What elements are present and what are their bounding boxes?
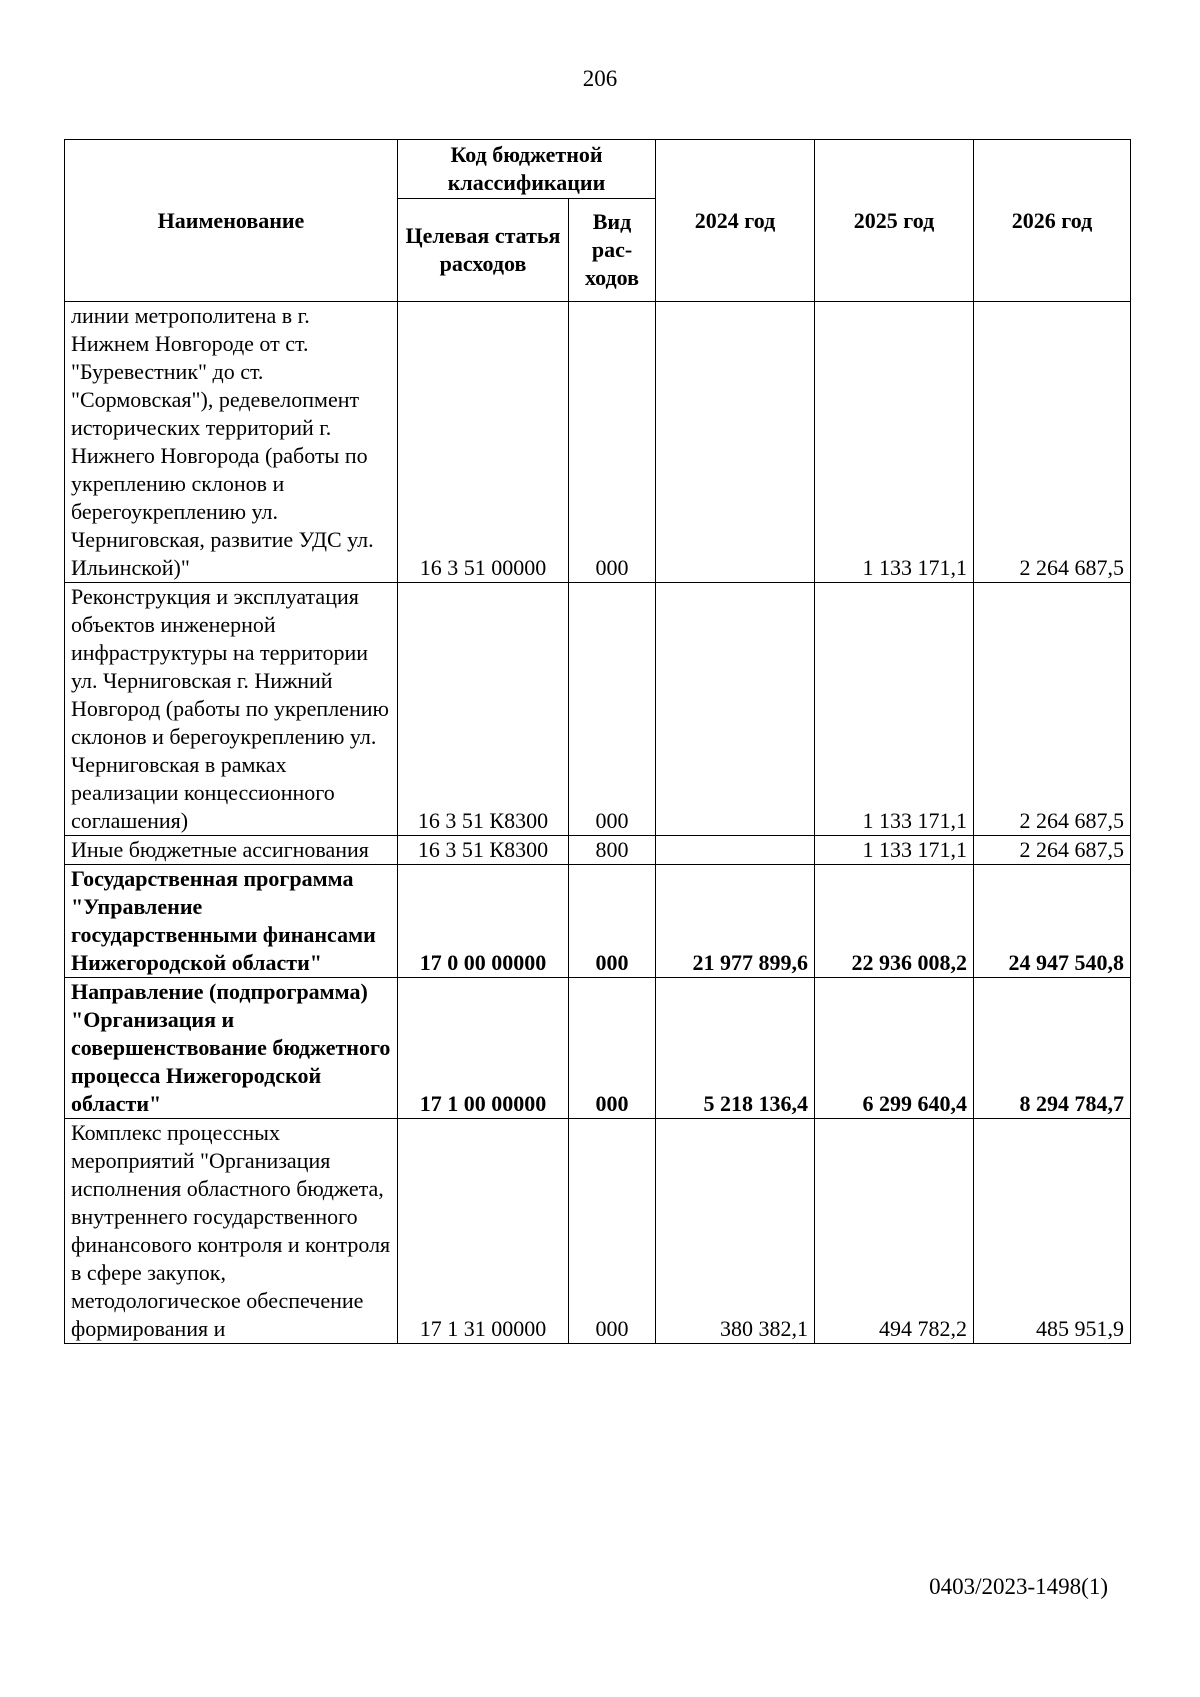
row-name: Направление (подпрограмма) "Организация и совершенствование бюджетного процесса Нижегородской области" — [65, 978, 398, 1119]
row-code: 16 3 51 00000 — [398, 302, 569, 583]
table-row — [65, 302, 1131, 583]
header-kind: Вид рас- ходов — [569, 199, 656, 302]
row-2026: 2 264 687,5 — [974, 836, 1131, 865]
row-code: 16 3 51 К8300 — [398, 583, 569, 836]
row-2024: 21 977 899,6 — [656, 865, 815, 978]
row-name: линии метрополитена в г. Нижнем Новгороде от ст. "Буревестник" до ст. "Сормовская"), редевелопмент исторических территорий г. Нижнего Новгорода (работы по укреплению склонов и берегоукреплению ул. Черниговская, развитие УДС ул. Ильинской)" — [65, 302, 398, 583]
row-kind: 000 — [569, 1119, 656, 1344]
table-row — [65, 865, 1131, 978]
row-2026: 24 947 540,8 — [974, 865, 1131, 978]
header-2026: 2026 год — [974, 140, 1131, 302]
row-2024 — [656, 836, 815, 865]
row-2026: 2 264 687,5 — [974, 302, 1131, 583]
row-name: Реконструкция и эксплуатация объектов инженерной инфраструктуры на территории ул. Черниговская г. Нижний Новгород (работы по укреплению склонов и берегоукреплению ул. Черниговская в рамках реализации концессионного соглашения) — [65, 583, 398, 836]
row-2024 — [656, 302, 815, 583]
page-number: 206 — [582, 66, 618, 91]
table-row — [65, 836, 1131, 865]
row-code: 16 3 51 К8300 — [398, 836, 569, 865]
row-2025: 1 133 171,1 — [815, 302, 974, 583]
row-2026: 8 294 784,7 — [974, 978, 1131, 1119]
header-target: Целевая статья расходов — [398, 199, 569, 302]
row-code: 17 1 31 00000 — [398, 1119, 569, 1344]
row-kind: 000 — [569, 865, 656, 978]
document-id: 0403/2023-1498(1) — [929, 1574, 1108, 1599]
row-2026: 485 951,9 — [974, 1119, 1131, 1344]
row-2025: 1 133 171,1 — [815, 836, 974, 865]
row-2026: 2 264 687,5 — [974, 583, 1131, 836]
row-code: 17 0 00 00000 — [398, 865, 569, 978]
row-2024 — [656, 583, 815, 836]
row-2024: 5 218 136,4 — [656, 978, 815, 1119]
row-code: 17 1 00 00000 — [398, 978, 569, 1119]
header-2024: 2024 год — [656, 140, 815, 302]
row-name: Иные бюджетные ассигнования — [65, 836, 398, 865]
table-row — [65, 583, 1131, 836]
header-name: Наименование — [65, 140, 398, 302]
row-2024: 380 382,1 — [656, 1119, 815, 1344]
row-kind: 000 — [569, 583, 656, 836]
budget-table — [64, 139, 1131, 1344]
table-row — [65, 978, 1131, 1119]
row-2025: 6 299 640,4 — [815, 978, 974, 1119]
row-kind: 000 — [569, 978, 656, 1119]
table-header — [65, 140, 1131, 302]
row-2025: 494 782,2 — [815, 1119, 974, 1344]
table-row — [65, 1119, 1131, 1344]
row-kind: 000 — [569, 302, 656, 583]
row-2025: 1 133 171,1 — [815, 583, 974, 836]
row-2025: 22 936 008,2 — [815, 865, 974, 978]
header-code-group: Код бюджетной классификации — [398, 140, 656, 199]
row-name: Государственная программа "Управление государственными финансами Нижегородской области" — [65, 865, 398, 978]
header-2025: 2025 год — [815, 140, 974, 302]
row-kind: 800 — [569, 836, 656, 865]
table-body — [65, 302, 1131, 1344]
row-name: Комплекс процессных мероприятий "Организация исполнения областного бюджета, внутреннего государственного финансового контроля и контроля в сфере закупок, методологическое обеспечение формирования и — [65, 1119, 398, 1344]
